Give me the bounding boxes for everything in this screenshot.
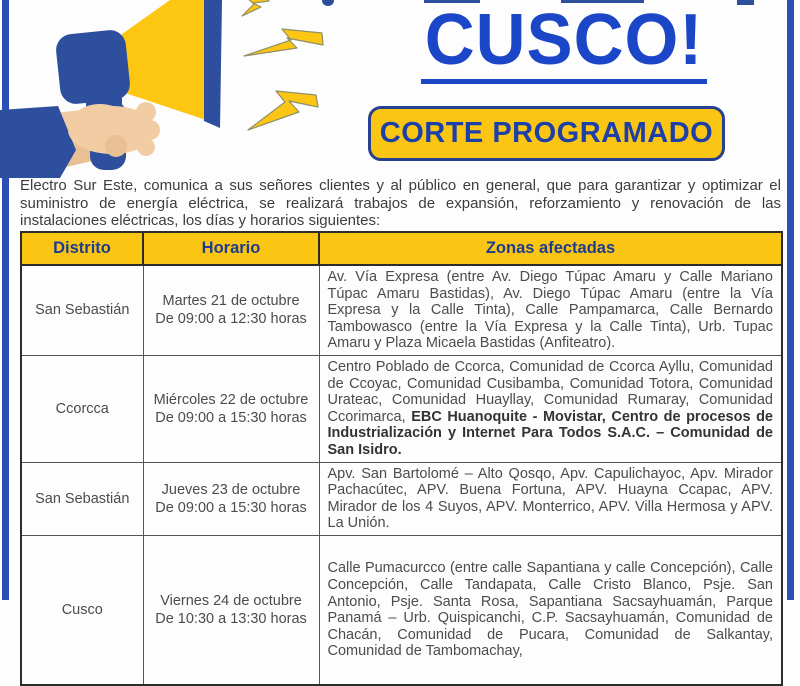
schedule-time: De 09:00 a 15:30 horas <box>155 499 307 516</box>
schedule-date: Martes 21 de octubre <box>162 293 300 310</box>
megaphone-rim-icon <box>204 0 222 128</box>
knuckle <box>137 138 155 156</box>
table-row <box>21 265 782 355</box>
col-header-zonas: Zonas afectadas <box>319 232 782 265</box>
lightning-bolt-icon <box>248 91 318 130</box>
schedule-cell <box>143 535 319 685</box>
col-header-horario: Horario <box>143 232 319 265</box>
schedule-time: De 10:30 a 13:30 horas <box>155 611 307 628</box>
zones-text-bold: EBC Huanoquite - Movistar, Centro de procesos de Industrialización y Internet Para Todos S.A.C. – Comunidad de San Isidro. <box>327 408 773 458</box>
flyer-right-border <box>787 0 794 600</box>
table-row <box>21 355 782 462</box>
intro-paragraph: Electro Sur Este, comunica a sus señores clientes y al público en general, que para garantizar y optimizar el suministro de energía eléctrica, se realizará trabajos de expansión, reforzamiento y renovación de las instalaciones eléctricas, los días y horarios siguientes: <box>20 177 781 229</box>
zones-text: Apv. San Bartolomé – Alto Qosqo, Apv. Capulichayoc, Apv. Mirador Pachacútec, APV. Buena Fortuna, APV. Huayna Ccapac, APV. Mirador de los 4 Suyos, APV. Monterrico, APV. Villa Hermosa y APV. La Unión. <box>327 465 773 532</box>
schedule-cell <box>143 265 319 355</box>
schedule-date: Jueves 23 de octubre <box>161 481 301 498</box>
schedule-date: Viernes 24 de octubre <box>160 593 302 610</box>
megaphone-cone <box>122 0 206 120</box>
zones-cell <box>319 462 782 535</box>
table-header-row <box>21 232 782 265</box>
zones-text: Av. Vía Expresa (entre Av. Diego Túpac Amaru y Calle Mariano Túpac Amaru Bastidas), Av. Diego Túpac Amaru (entre la Vía Expresa y la Calle Tinta), Calle Pampamarca, Calle Bernardo Tambowasco (entre la Vía Expresa y la Calle Tinta), Urb. Tupac Amaru y Plaza Micaela Bastidas (Anfiteatro). <box>327 269 773 352</box>
table-row <box>21 462 782 535</box>
district-cell: Cusco <box>21 535 143 685</box>
table-row <box>21 535 782 685</box>
schedule-time: De 09:00 a 15:30 horas <box>155 409 307 426</box>
schedule-cell <box>143 462 319 535</box>
schedule-cell <box>143 355 319 462</box>
knuckle <box>136 102 156 122</box>
zones-text: Centro Poblado de Ccorca, Comunidad de Ccorca Ayllu, Comunidad de Ccoyac, Comunidad Cusibamba, Comunidad Totora, Comunidad Urateac, Comunidad Huayllay, Comunidad Rumaray, Comunidad Ccorimarca, <box>327 358 773 425</box>
knuckle <box>140 120 160 140</box>
zones-text: Calle Pumacurcco (entre calle Sapantiana y calle Concepción), Calle Concepción, Calle Tandapata, Calle Cristo Blanco, Psje. San Antonio, Psje. Santa Rosa, Sapantiana Sacsayhuamán, Parque Panamá – Urb. Quispicanchi, C.P. Sacsayhuamán, Comunidad de Chacán, Comunidad de Pucara, Comunidad de Salkantay, Comunidad de Tambomachay, <box>327 560 773 660</box>
district-cell: San Sebastián <box>21 265 143 355</box>
page-title-text: CUSCO! <box>421 2 707 84</box>
cutoff-text-fragment <box>737 0 754 5</box>
outage-table <box>20 231 783 686</box>
megaphone-body <box>55 29 132 106</box>
zones-cell <box>319 265 782 355</box>
schedule-date: Miércoles 22 de octubre <box>153 391 309 408</box>
zones-cell <box>319 355 782 462</box>
district-cell: San Sebastián <box>21 462 143 535</box>
page-title <box>404 2 724 84</box>
banner-label: CORTE PROGRAMADO <box>379 117 714 149</box>
schedule-time: De 09:00 a 12:30 horas <box>155 311 307 328</box>
zones-cell <box>319 535 782 685</box>
lightning-bolt-icon <box>242 0 269 16</box>
corte-programado-banner <box>368 106 725 161</box>
col-header-distrito: Distrito <box>21 232 143 265</box>
thumb <box>105 135 127 157</box>
district-cell: Ccorcca <box>21 355 143 462</box>
lightning-bolt-icon <box>244 29 323 56</box>
megaphone-illustration <box>0 0 360 180</box>
